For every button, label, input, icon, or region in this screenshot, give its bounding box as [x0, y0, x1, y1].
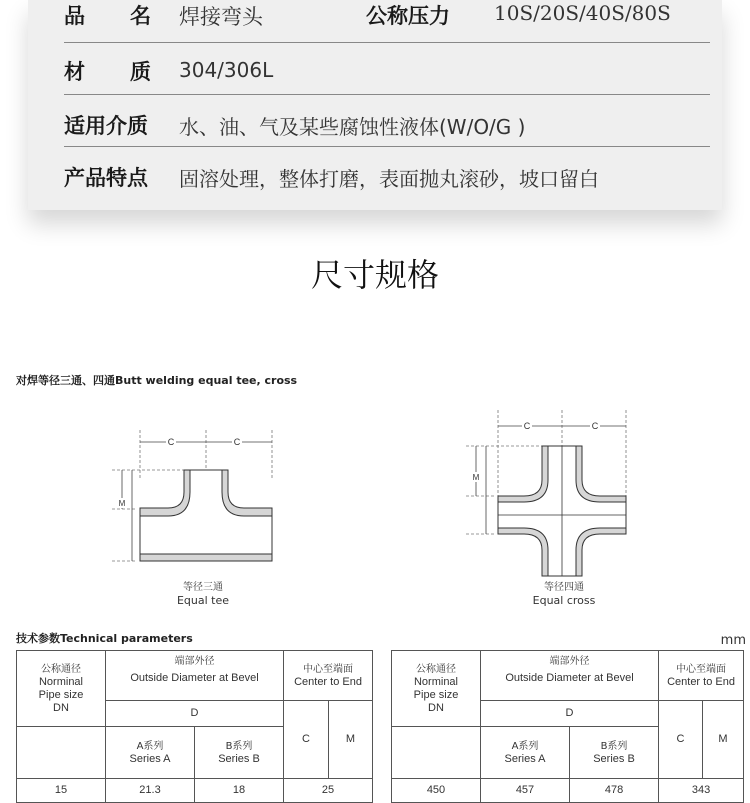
cross-dim-m: M	[472, 473, 480, 482]
table-row: 15 21.3 18 25	[17, 779, 373, 803]
dn-header: 公称通径 Norminal Pipe size DN	[392, 651, 481, 727]
cross-caption-en: Equal cross	[532, 594, 596, 607]
cross-dim-c-left: C	[523, 421, 531, 431]
spec-value-material: 304/306L	[179, 58, 274, 82]
spec-divider	[64, 42, 710, 43]
spec-value-medium: 水、油、气及某些腐蚀性液体(W/O/G )	[179, 115, 526, 139]
tee-caption-en: Equal tee	[176, 594, 230, 607]
right-spec-table	[391, 650, 744, 803]
series-a-header: A系列 Series A	[481, 727, 570, 779]
cross-caption	[519, 581, 609, 607]
spec-value-features: 固溶处理，整体打磨，表面抛丸滚砂，坡口留白	[179, 167, 599, 191]
tee-caption-cn: 等径三通	[183, 582, 223, 593]
equal-cross-drawing	[462, 410, 642, 580]
od-header: 端部外径 Outside Diameter at Bevel	[106, 651, 284, 701]
spec-divider	[64, 146, 710, 147]
tee-dim-m: M	[118, 499, 126, 508]
d-header: D	[481, 701, 659, 727]
spec-value-pressure: 10S/20S/40S/80S	[494, 1, 671, 25]
c-header: C	[659, 701, 703, 779]
cte-header: 中心至端面 Center to End	[659, 651, 744, 701]
spec-label-pressure: 公称压力	[366, 4, 450, 28]
left-spec-table	[16, 650, 373, 803]
tee-dim-c-left: C	[167, 437, 175, 447]
figure-heading: 对焊等径三通、四通Butt welding equal tee, cross	[16, 374, 298, 387]
d-header: D	[106, 701, 284, 727]
m-header: M	[329, 701, 373, 779]
table-row: 450 457 478 343	[392, 779, 744, 803]
tee-caption	[158, 581, 248, 607]
spec-label-features: 产品特点	[64, 166, 148, 190]
tech-heading: 技术参数Technical parameters	[16, 632, 193, 645]
tee-dim-c-right: C	[233, 437, 241, 447]
m-header: M	[703, 701, 744, 779]
equal-tee-drawing	[108, 430, 288, 570]
od-header: 端部外径 Outside Diameter at Bevel	[481, 651, 659, 701]
cross-dim-c-right: C	[591, 421, 599, 431]
section-title: 尺寸规格	[310, 256, 439, 294]
unit-label: mm	[720, 633, 746, 648]
spec-value-name: 焊接弯头	[179, 5, 263, 29]
spec-label-name: 品 名	[64, 4, 152, 28]
series-b-header: B系列 Series B	[195, 727, 284, 779]
spec-divider	[64, 94, 710, 95]
cte-header: 中心至端面 Center to End	[284, 651, 373, 701]
cross-caption-cn: 等径四通	[544, 582, 584, 593]
series-a-header: A系列 Series A	[106, 727, 195, 779]
dn-header: 公称通径 Norminal Pipe size DN	[17, 651, 106, 727]
spec-label-medium: 适用介质	[64, 114, 148, 138]
series-b-header: B系列 Series B	[570, 727, 659, 779]
spec-label-material: 材 质	[64, 60, 152, 84]
c-header: C	[284, 701, 329, 779]
